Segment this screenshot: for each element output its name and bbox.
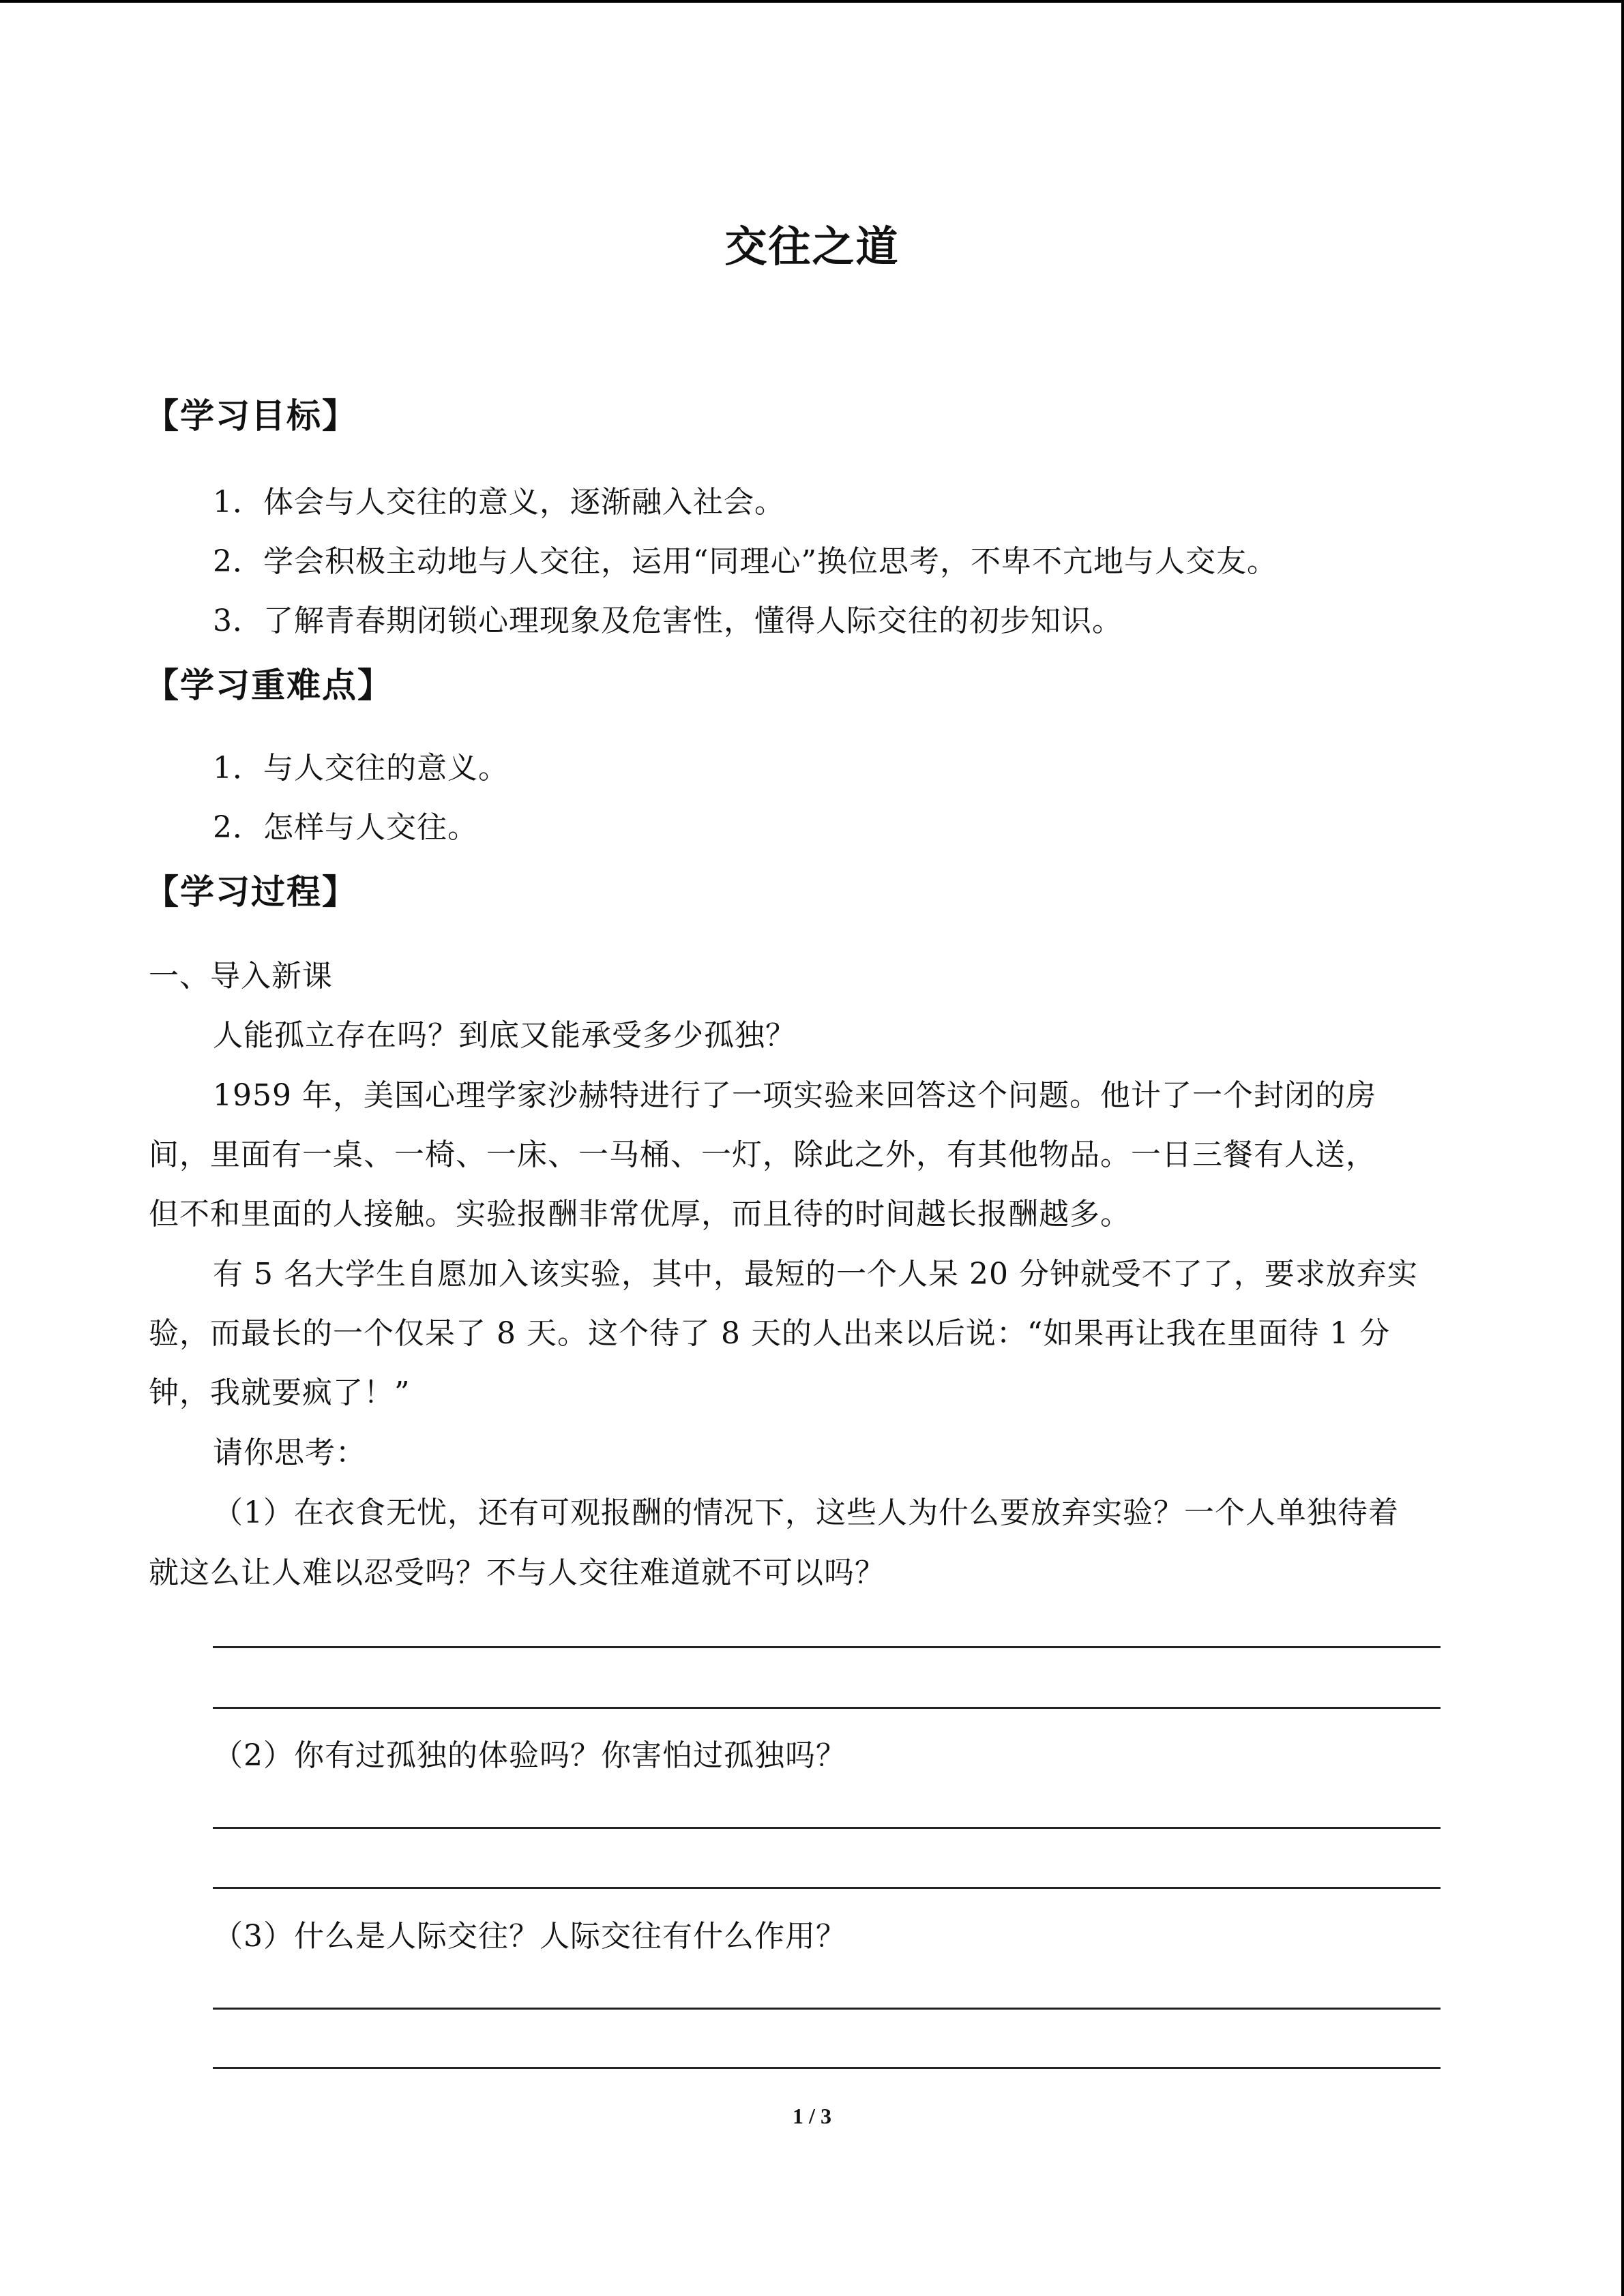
paragraph1-line-1: 1959 年，美国心理学家沙赫特进行了一项实验来回答这个问题。他计了一个封闭的房 bbox=[213, 1078, 1376, 1113]
goal-item-1: 1．体会与人交往的意义，逐渐融入社会。 bbox=[213, 485, 785, 520]
question-2: （2）你有过孤独的体验吗？你害怕过孤独吗？ bbox=[213, 1738, 846, 1773]
paragraph2-line-3: 钟，我就要疯了！” bbox=[149, 1375, 411, 1410]
section-heading-key-points: 【学习重难点】 bbox=[145, 666, 393, 705]
page-right-border bbox=[1621, 0, 1624, 2296]
process-subheading: 一、导入新课 bbox=[149, 959, 333, 994]
section-heading-process: 【学习过程】 bbox=[145, 872, 357, 912]
paragraph2-line-1: 有 5 名大学生自愿加入该实验，其中，最短的一个人呆 20 分钟就受不了了，要求放弃实 bbox=[213, 1257, 1418, 1292]
question-3: （3）什么是人际交往？人际交往有什么作用？ bbox=[213, 1919, 846, 1954]
intro-question: 人能孤立存在吗？到底又能承受多少孤独？ bbox=[213, 1018, 796, 1053]
key-point-item-1: 1．与人交往的意义。 bbox=[213, 751, 509, 786]
page-top-border bbox=[0, 0, 1624, 3]
question-1-line-2: 就这么让人难以忍受吗？不与人交往难道就不可以吗？ bbox=[149, 1555, 885, 1590]
document-title: 交往之道 bbox=[724, 222, 900, 271]
think-prompt: 请你思考： bbox=[213, 1435, 366, 1470]
question-1-line-1: （1）在衣食无忧，还有可观报酬的情况下，这些人为什么要放弃实验？一个人单独待着 bbox=[213, 1495, 1399, 1530]
goal-item-2: 2．学会积极主动地与人交往，运用“同理心”换位思考，不卑不亢地与人交友。 bbox=[213, 544, 1278, 579]
answer-line-q3-1[interactable] bbox=[213, 2008, 1441, 2010]
answer-line-q2-1[interactable] bbox=[213, 1827, 1441, 1829]
paragraph1-line-2: 间，里面有一桌、一椅、一床、一马桶、一灯，除此之外，有其他物品。一日三餐有人送， bbox=[149, 1137, 1376, 1172]
answer-line-q1-2[interactable] bbox=[213, 1707, 1441, 1709]
section-heading-goals: 【学习目标】 bbox=[145, 396, 357, 436]
goal-item-3: 3．了解青春期闭锁心理现象及危害性，懂得人际交往的初步知识。 bbox=[213, 603, 1123, 638]
page-number: 1 / 3 bbox=[793, 2104, 831, 2128]
answer-line-q3-2[interactable] bbox=[213, 2067, 1441, 2069]
paragraph2-line-2: 验，而最长的一个仅呆了 8 天。这个待了 8 天的人出来以后说：“如果再让我在里面待 1 分 bbox=[149, 1316, 1391, 1351]
answer-line-q1-1[interactable] bbox=[213, 1646, 1441, 1648]
key-point-item-2: 2．怎样与人交往。 bbox=[213, 810, 478, 845]
paragraph1-line-3: 但不和里面的人接触。实验报酬非常优厚，而且待的时间越长报酬越多。 bbox=[149, 1197, 1131, 1232]
answer-line-q2-2[interactable] bbox=[213, 1887, 1441, 1889]
